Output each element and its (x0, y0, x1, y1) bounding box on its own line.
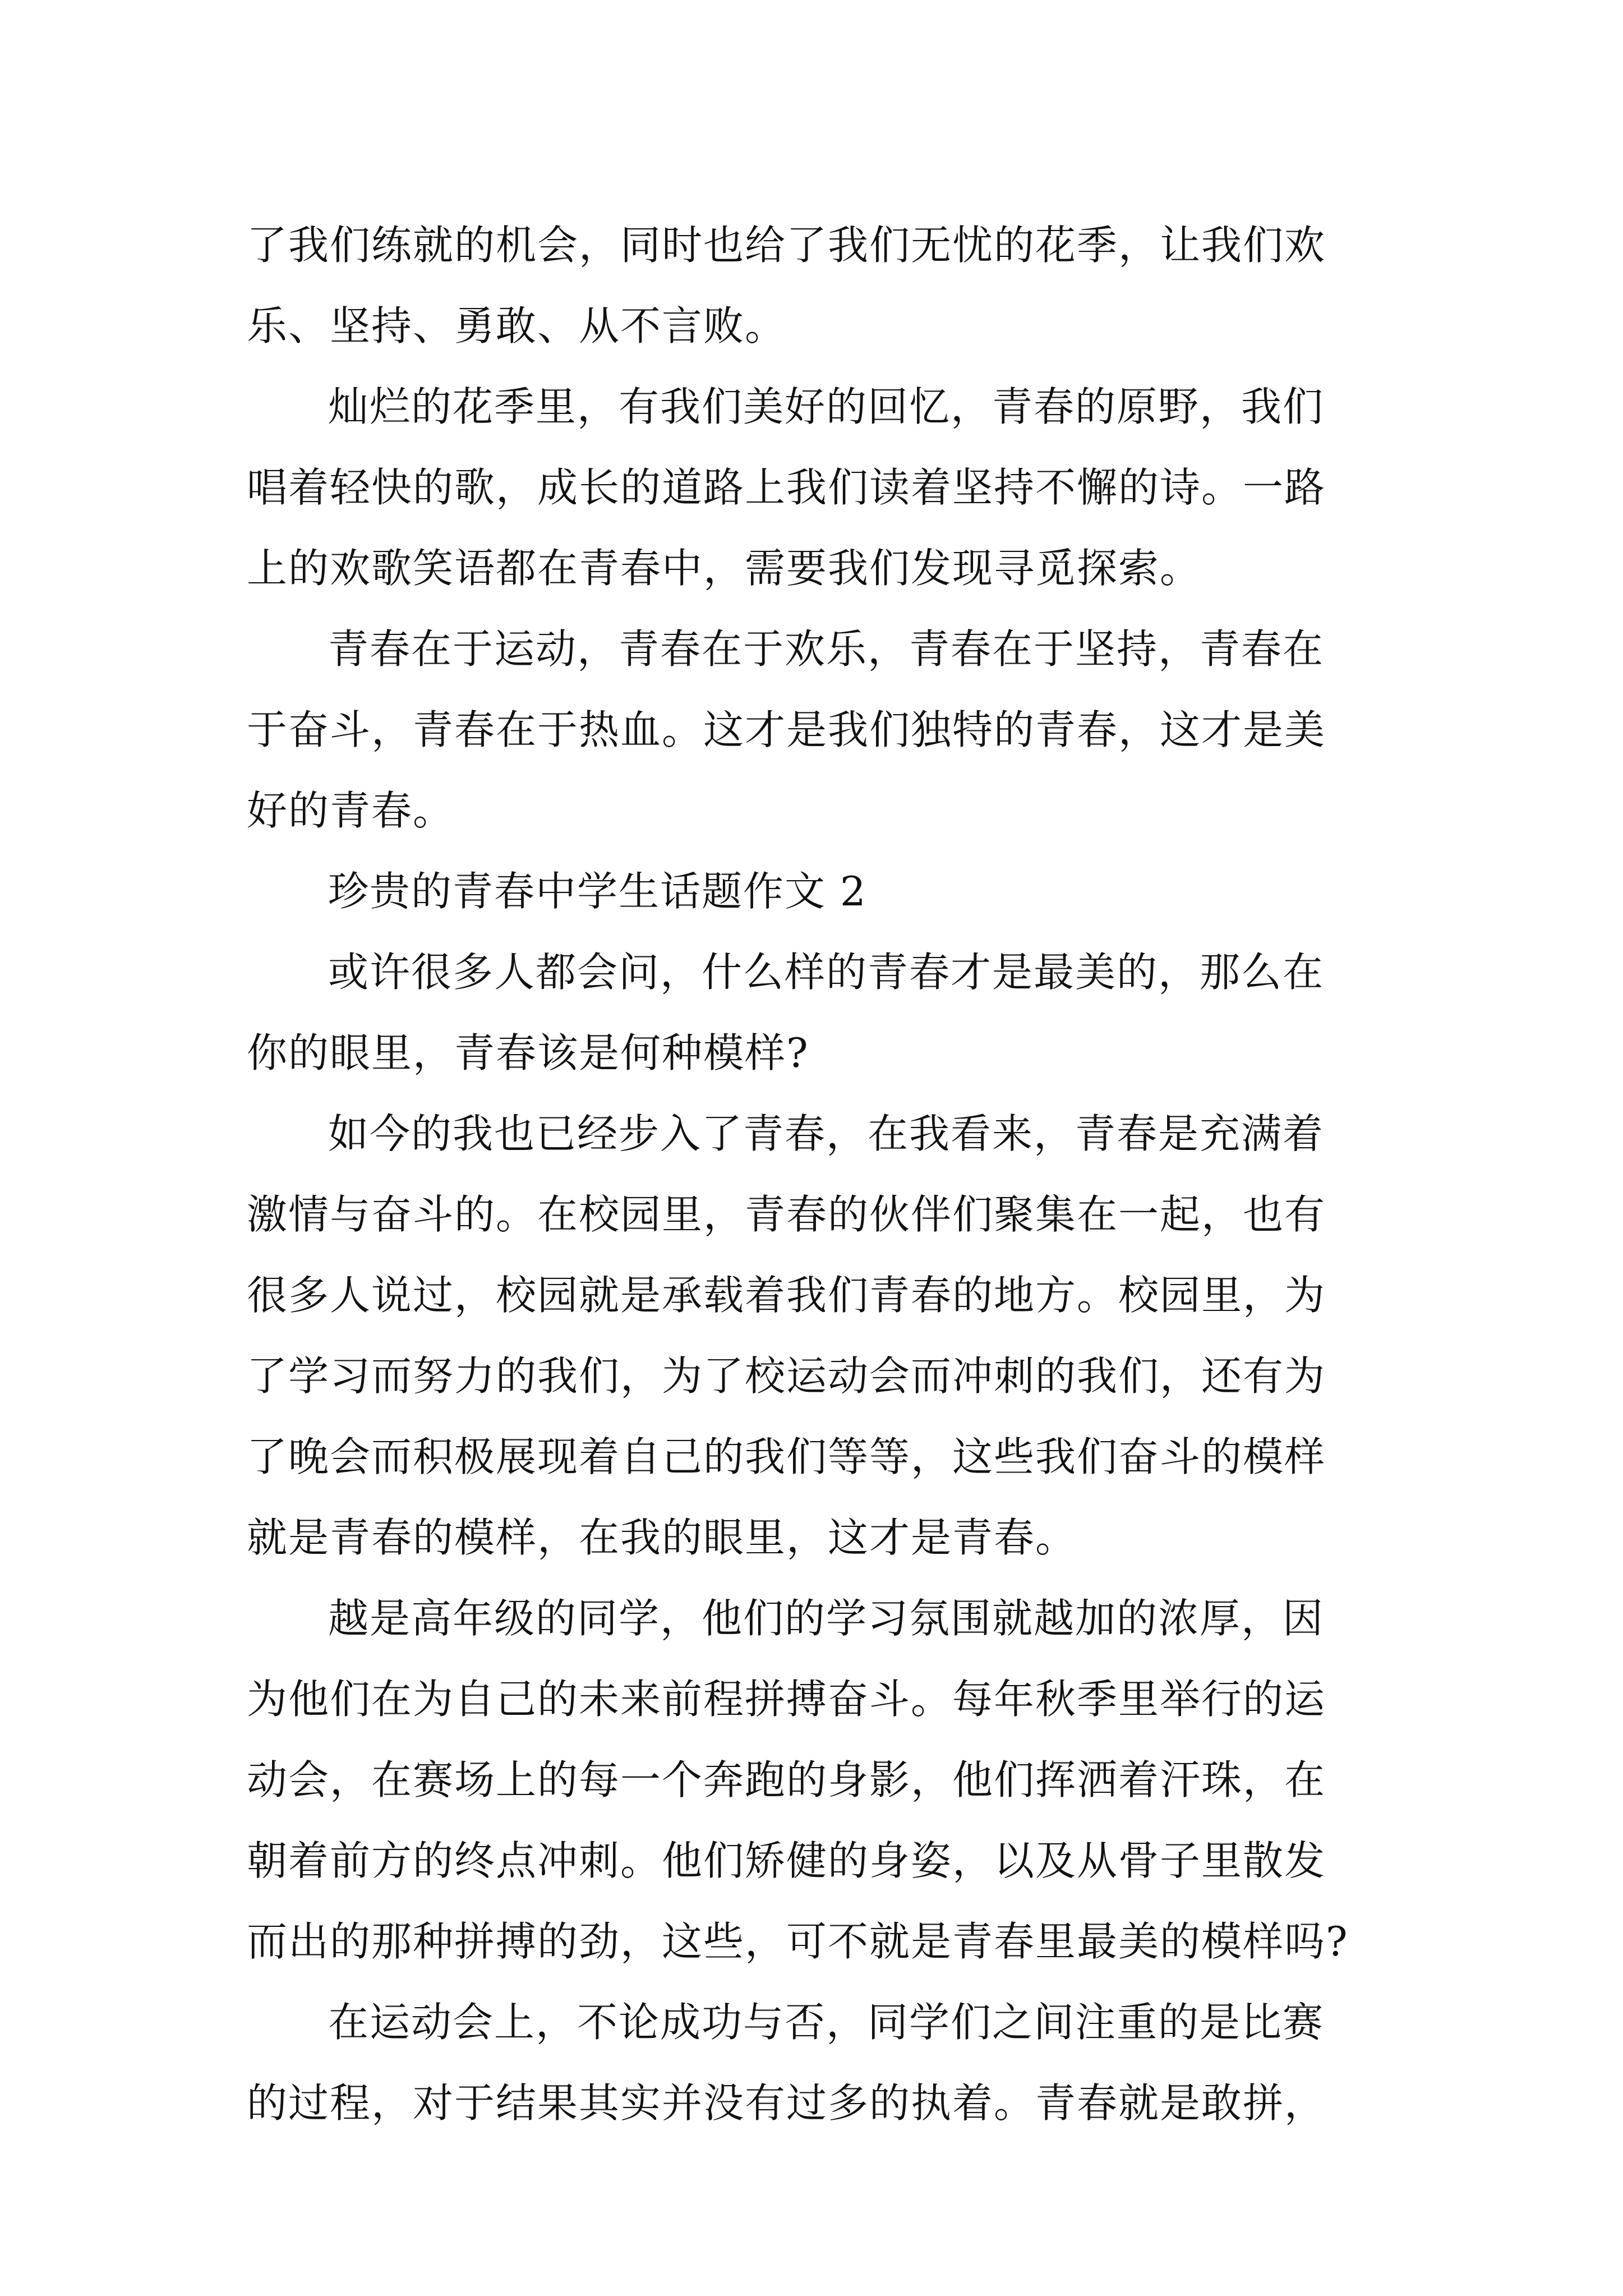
text-line: 你的眼里，青春该是何种模样? (247, 1029, 809, 1076)
text-line: 动会，在赛场上的每一个奔跑的身影，他们挥洒着汗珠，在 (247, 1756, 1326, 1803)
text-line: 很多人说过，校园就是承载着我们青春的地方。校园里，为 (247, 1272, 1326, 1319)
text-line: 在运动会上，不论成功与否，同学们之间注重的是比赛 (328, 1999, 1325, 2046)
text-line: 朝着前方的终点冲刺。他们矫健的身姿，以及从骨子里散发 (247, 1837, 1326, 1884)
text-line: 灿烂的花季里，有我们美好的回忆，青春的原野，我们 (328, 383, 1325, 430)
text-line: 了我们练就的机会，同时也给了我们无忧的花季，让我们欢 (247, 222, 1326, 269)
text-line: 了晚会而积极展现着自己的我们等等，这些我们奋斗的模样 (247, 1433, 1326, 1480)
text-line: 为他们在为自己的未来前程拼搏奋斗。每年秋季里举行的运 (247, 1676, 1326, 1723)
text-line: 激情与奋斗的。在校园里，青春的伙伴们聚集在一起，也有 (247, 1191, 1326, 1238)
text-line: 如今的我也已经步入了青春，在我看来，青春是充满着 (328, 1110, 1325, 1157)
text-line: 就是青春的模样，在我的眼里，这才是青春。 (247, 1514, 1077, 1561)
text-line: 或许很多人都会问，什么样的青春才是最美的，那么在 (328, 949, 1325, 996)
text-line: 珍贵的青春中学生话题作文 2 (328, 868, 867, 915)
text-line: 的过程，对于结果其实并没有过多的执着。青春就是敢拼， (247, 2079, 1326, 2127)
text-line: 了学习而努力的我们，为了校运动会而冲刺的我们，还有为 (247, 1352, 1326, 1400)
text-line: 好的青春。 (247, 787, 455, 834)
text-line: 上的欢歌笑语都在青春中，需要我们发现寻觅探索。 (247, 545, 1202, 592)
essay-text-block (247, 205, 1388, 2143)
text-line: 越是高年级的同学，他们的学习氛围就越加的浓厚，因 (328, 1595, 1325, 1642)
text-line: 青春在于运动，青春在于欢乐，青春在于坚持，青春在 (328, 625, 1325, 673)
text-line: 乐、坚持、勇敢、从不言败。 (247, 302, 787, 349)
text-line: 而出的那种拼搏的劲，这些，可不就是青春里最美的模样吗? (247, 1918, 1349, 1965)
text-line: 唱着轻快的歌，成长的道路上我们读着坚持不懈的诗。一路 (247, 464, 1326, 511)
text-line: 于奋斗，青春在于热血。这才是我们独特的青春，这才是美 (247, 706, 1326, 753)
